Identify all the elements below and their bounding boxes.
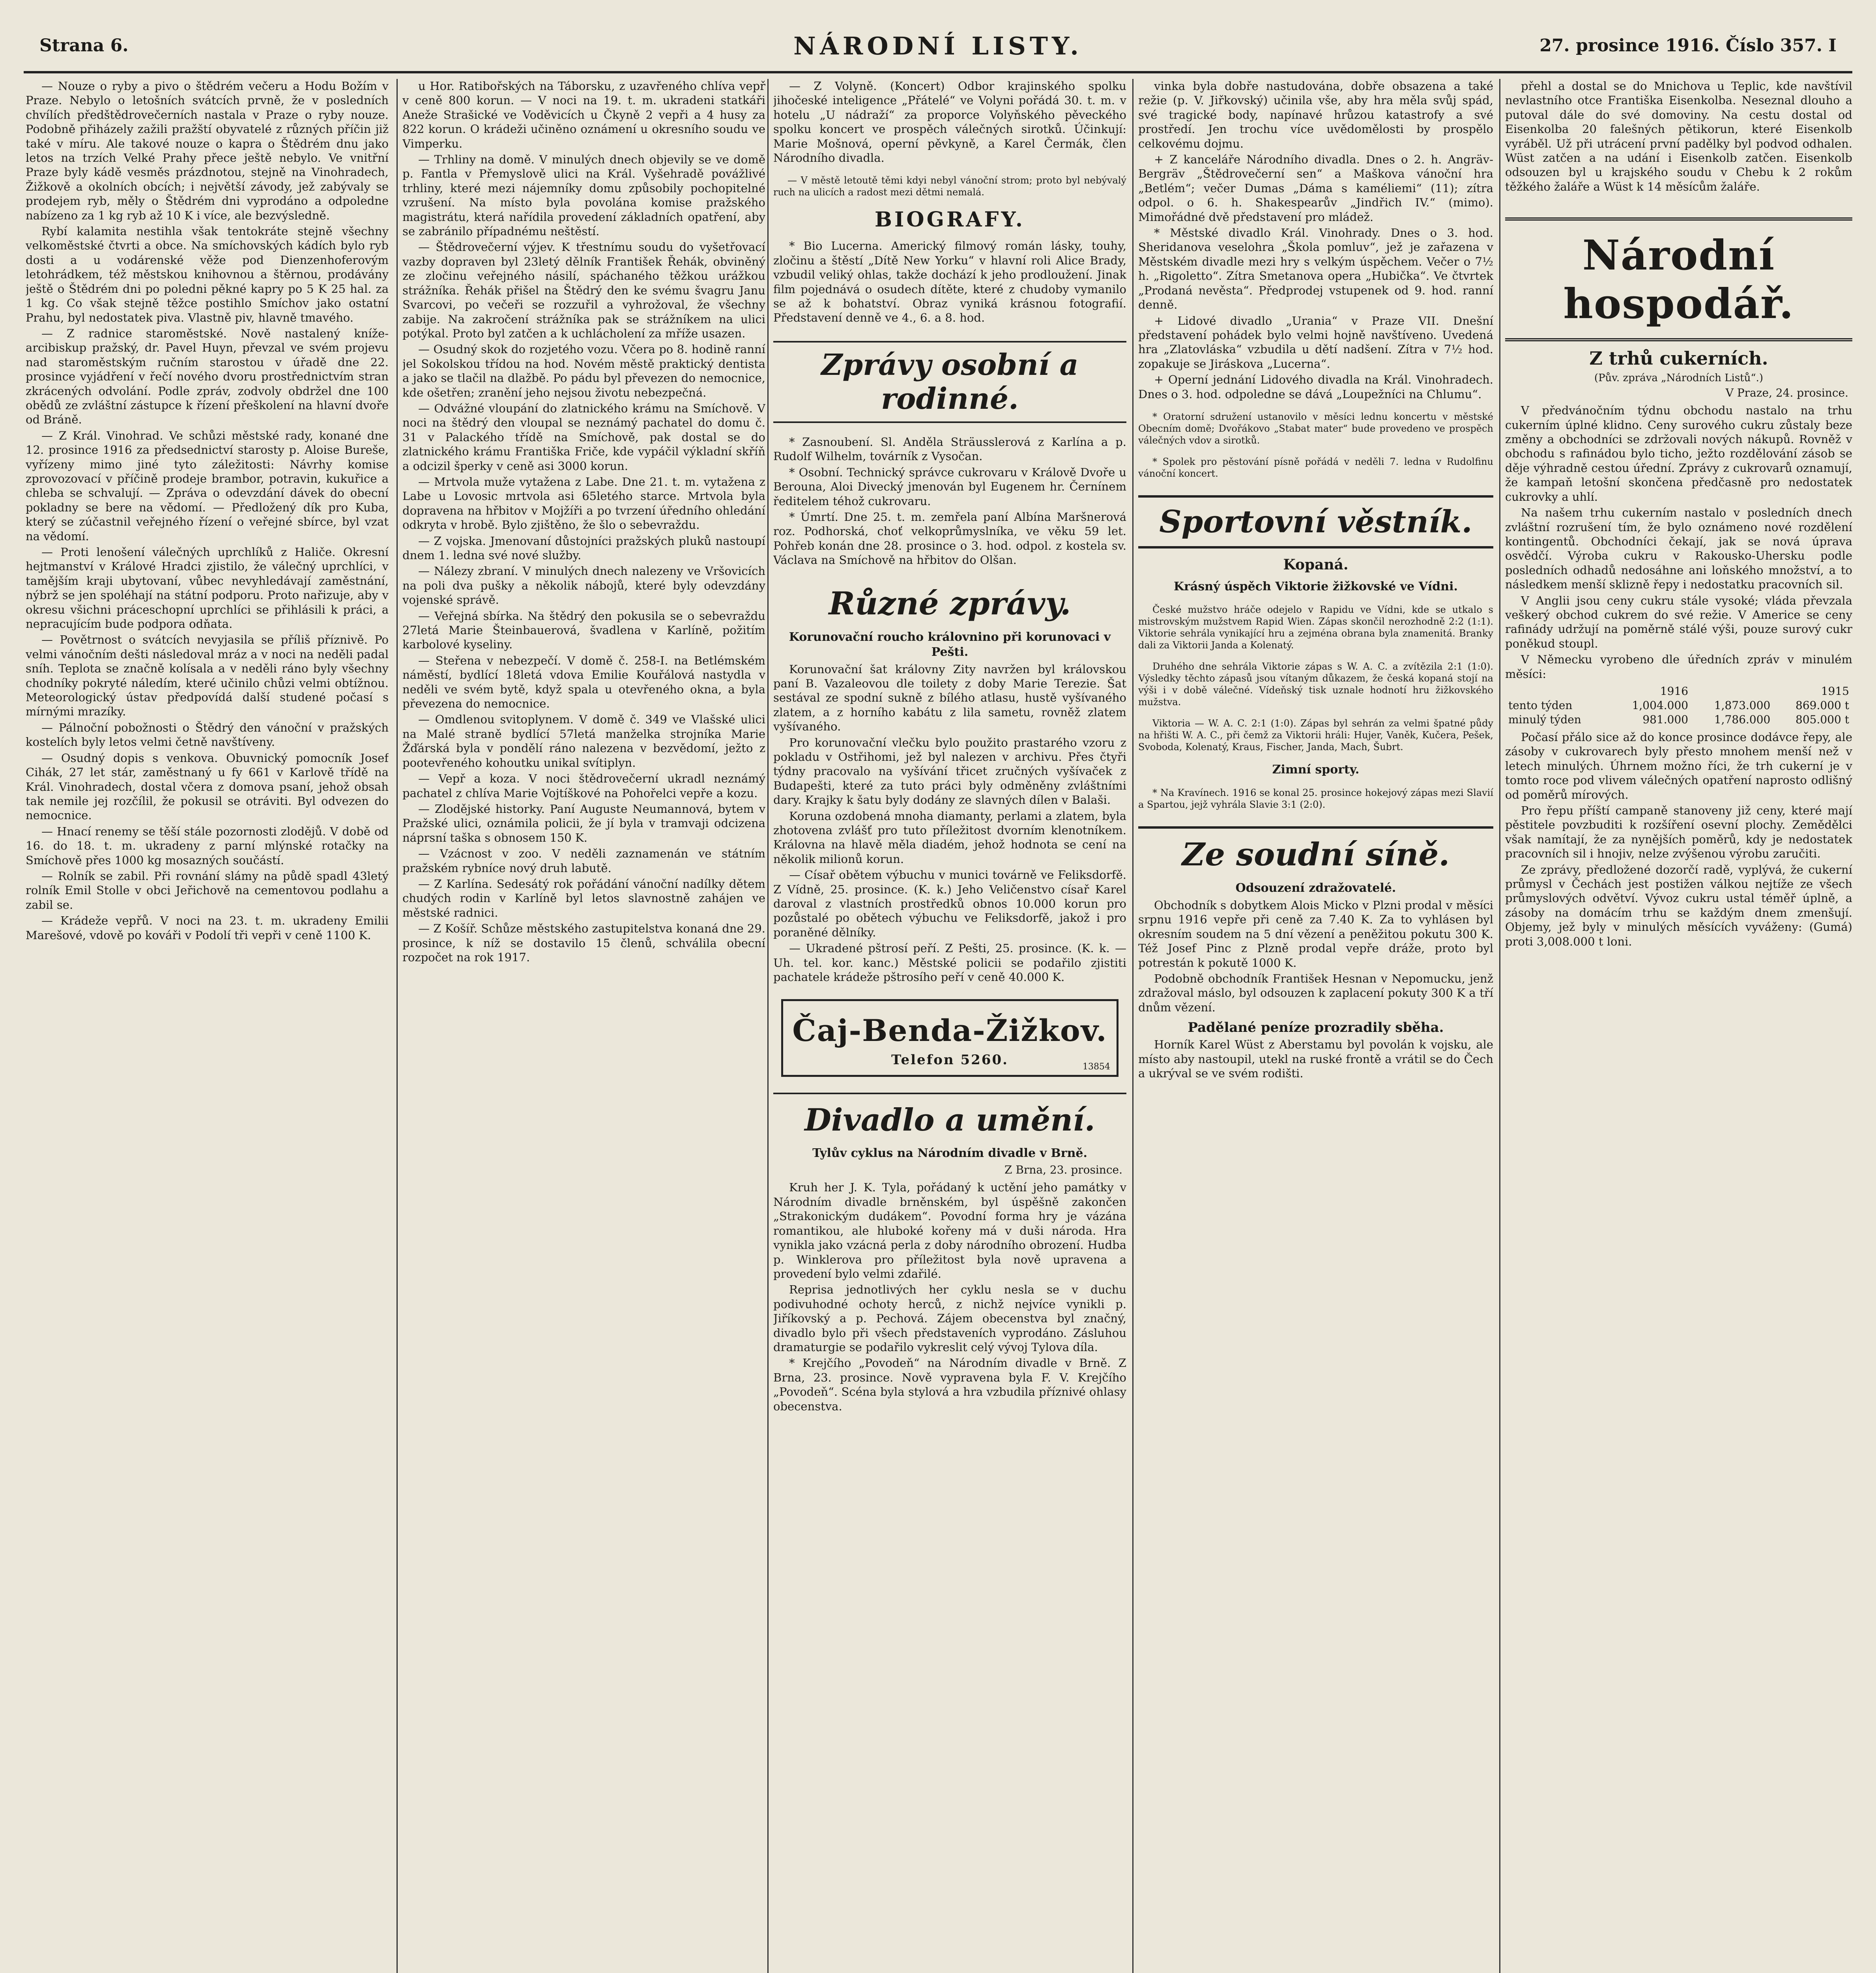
table-cell: minulý týden (1508, 713, 1581, 726)
article-subheading: Korunovační roucho královnino při korunovaci v Pešti. (789, 630, 1111, 659)
article-paragraph: * Na Kravínech. 1916 se konal 25. prosince hokejový zápas mezi Slavií a Spartou, jejž vyhrála Slavie 3:1 (2:0). (1138, 787, 1493, 810)
page-number: Strana 6. (39, 36, 129, 56)
article-source: (Pův. zpráva „Národních Listů“.) (1594, 372, 1764, 384)
table-cell (1691, 684, 1773, 698)
section-heading-economy: Národní hospodář. (1505, 217, 1852, 341)
article-paragraph: Obchodník s dobytkem Alois Micko v Plzni prodal v měsíci srpnu 1916 vepře při ceně za 7.40 K. Za to vyhlásen byl okresním soudem na 5 dní vězení a peněžitou pokutu 300 K. Též Josef Pinc z Plzně prodal vepře dráže, proto byl potrestán k pokutě 1000 K. (1138, 898, 1493, 970)
section-heading-biografy: BIOGRAFY. (875, 208, 1025, 232)
article-paragraph: Podobně obchodník František Hesnan v Nepomucku, jenž zdražoval máslo, byl odsouzen k zaplacení pokuty 300 K a tří dnům vězení. (1138, 972, 1493, 1014)
article-paragraph: — Omdlenou svitoplynem. V domě č. 349 ve Vlašské ulici na Malé straně bydlící 57letá manželka strojníka Marie Žďárská byla v pondělí ráno nalezena v bezvědomí, ježto z pootevřeného kohoutku unikal svítiplyn. (402, 713, 765, 769)
article-paragraph: — Hnací renemy se těší stále pozornosti zlodějů. V době od 16. do 18. t. m. ukradeny z parní mlýnské rotačky na Smíchově přes 1000 kg mosazných součástí. (26, 824, 389, 867)
article-paragraph: — Zlodějské historky. Paní Auguste Neumannová, bytem v Pražské ulici, oznámila policii, že jí byla v tramvaji odcizena náprsní taška s obnosem 150 K. (402, 802, 765, 844)
ad-title: Čaj-Benda-Žižkov. (792, 1013, 1107, 1048)
article-paragraph: — Mrtvola muže vytažena z Labe. Dne 21. t. m. vytažena z Labe u Lovosic mrtvola asi 65letého starce. Mrtvola byla dopravena na hřbitov v Mojžíři a po tvrzení úředního ohledání odkryta v hrobě. Bylo zjištěno, že šlo o sebevraždu. (402, 475, 765, 532)
article-paragraph: Koruna ozdobená mnoha diamanty, perlami a zlatem, byla zhotovena zvlášť pro tuto příležitost dvorním klenotníkem. Královna na hlavě měla diadém, jehož hodnota se cení na několik milionů korun. (773, 809, 1126, 866)
table-cell: 1,873.000 (1714, 698, 1771, 712)
article-paragraph: Pro korunovační vlečku bylo použito prastarého vzoru z pokladu v Ostřihomi, jež byl nalezen v archivu. Přes čtyři týdny pracovalo na vyšívání třicet zručných vyšívaček z Budapešti, které za tuto práci byly odměněny zvláštními dary. Krajky k šatu byly dodány ze slavných dílen v Balaši. (773, 736, 1126, 807)
article-paragraph: Druhého dne sehrála Viktorie zápas s W. A. C. a zvítězila 2:1 (1:0). Výsledky těchto zápasů jsou vítaným důkazem, že česká kopaná stojí na výši i v době válečné. Vídeňský tisk uznale hodnotí hru žižkovského mužstva. (1138, 661, 1493, 708)
masthead-title: NÁRODNÍ LISTY. (793, 32, 1083, 60)
article-paragraph: Horník Karel Wüst z Aberstamu byl povolán k vojsku, ale místo aby nastoupil, utekl na ruské frontě a vrátil se do Čech a ukrýval se ve svém rodišti. (1138, 1038, 1493, 1080)
ad-telephone: Telefon 5260. (891, 1052, 1008, 1068)
article-paragraph: — Proti lenošení válečných uprchlíků z Haliče. Okresní hejtmanství v Králové Hradci zjistilo, že válečný uprchlíci, v tamějším kraji ubytovaní, vůbec nevyhledávají zaměstnání, nýbrž se jen spoléhají na státní podporu. Proto nařizuje, aby v okresu všichni práceschopní uprchlíci se přihlásili k práci, a nepracujícím bude podpora odňata. (26, 545, 389, 631)
table-cell: 869.000 t (1796, 698, 1849, 712)
column-rule (1132, 79, 1133, 1973)
article-paragraph: — Nouze o ryby a pivo o štědrém večeru a Hodu Božím v Praze. Nebylo o letošních svátcích prvně, že v posledních chvílích předštědrovečerních nastala v Praze o ryby nouze. Podobně přiházely zažili pražští obyvatelé z různých příčin již také v míru. Ale takové nouze o kapra o Štědrém dnu jako letos na trzích Velké Prahy přece ještě nebylo. Ve vnitřní Praze byly kádě vesměs prázdnotou, stejně na Vinohradech, Žižkově a okolních obcích; i největší závody, jež zabývaly se prodejem ryb, měly o Štědrém dni vyprodáno a odpoledne nabízeno za 1 kg ryb až 10 K i více, ale bezvýsledně. (26, 79, 389, 222)
article-paragraph: — Krádeže vepřů. V noci na 23. t. m. ukradeny Emilii Marešové, vdově po kováři v Podolí tři vepři v ceně 1100 K. (26, 914, 389, 942)
article-paragraph: přehl a dostal se do Mnichova u Teplic, kde navštívil nevlastního otce Františka Eisenkolba. Neseznal dlouho a putoval dále do své domoviny. Na cestu dostal od Eisenkolba 20 falešných pětikorun, které Eisenkolb vyráběl. Už při utrácení první padělky byl podvod odhalen. Wüst zatčen a na udání i Eisenkolb zatčen. Eisenkolb odsouzen byl u krajského soudu v Chebu k 2 rokům těžkého žaláře a Wüst k 14 měsícům žaláře. (1505, 79, 1852, 193)
article-paragraph: Reprisa jednotlivých her cyklu nesla se v duchu podivuhodné ochoty herců, z nichž nejvíce vynikli p. Jiříkovský a p. Pechová. Zájem obecenstva byl značný, divadlo bylo při všech představeních vyprodáno. Zásluhou dramaturgie se podařilo vykreslit celý vývoj Tylova díla. (773, 1283, 1126, 1354)
sugar-statistics-table (1505, 684, 1852, 727)
section-heading-sports: Sportovní věstník. (1138, 495, 1493, 548)
article-paragraph: + Lidové divadlo „Urania“ v Praze VII. Dnešní představení pohádek bylo velmi hojně navštíveno. Uvedená hra „Zlatovláska“ vzbudila u dětí nadšení. Zítra v 7½ hod. zopakuje se Jiráskova „Lucerna“. (1138, 314, 1493, 371)
article-paragraph: — Osudný skok do rozjetého vozu. Včera po 8. hodině ranní jel Sokolskou třídou na hod. Novém městě praktický dentista a jako se tlačil na dlažbě. Po pádu byl převezen do nemocnice, kde ošetřen; zranění jeho nejsou životu nebezpečná. (402, 343, 765, 399)
table-row (1505, 713, 1852, 727)
column-1 (26, 79, 389, 1973)
column-4 (1138, 79, 1493, 1973)
article-subheading: Odsouzení zdražovatelé. (1235, 881, 1396, 895)
article-paragraph: Kruh her J. K. Tyla, pořádaný k uctění jeho památky v Národním divadle brněnském, byl úspěšně zakončen „Strakonickým dudákem“. Povodní forma hry je vázána romantikou, ale hluboké kořeny má v duši národa. Hra vynikla jako vzácná perla z doby národního obrození. Hudba p. Winklerova pro příležitost byla nově upravena a provedení bylo velmi zdařilé. (773, 1181, 1126, 1280)
article-paragraph: — Odvážné vloupání do zlatnického krámu na Smíchově. V noci na štědrý den vloupal se neznámý pachatel do domu č. 31 v Palackého třídě na Smíchově, pak dostal se do zlatnického krámu Františka Friče, kde vypáčil výkladní skříň a odcizil šperky v ceně asi 3000 korun. (402, 401, 765, 473)
article-paragraph: — Rolník se zabil. Při rovnání slámy na půdě spadl 43letý rolník Emil Stolle v obci Jeřichově na cementovou podlahu a zabil se. (26, 869, 389, 912)
table-cell: 1,786.000 (1714, 713, 1771, 726)
article-paragraph: — Vepř a koza. V noci štědrovečerní ukradl neznámý pachatel z chlíva Marie Vojtíškové na Pohořelci vepře a kozu. (402, 772, 765, 800)
article-paragraph: + Z kanceláře Národního divadla. Dnes o 2. h. Angräv-Bergräv „Štědrovečerní sen“ a Maškova vánoční hra „Betlém“; večer Dumas „Dáma s kaméliemi“ (11); zítra odpol. o 6. h. Shakespearův „Jindřich IV.“ (mimo). Mimořádné dvě představení pro mládež. (1138, 153, 1493, 224)
article-paragraph: — Z Košíř. Schůze městského zastupitelstva konaná dne 29. prosince, k níž se dostavilo 15 členů, schválila obecní rozpočet na rok 1917. (402, 922, 765, 964)
table-cell: 1915 (1821, 684, 1849, 698)
article-paragraph: * Zasnoubení. Sl. Anděla Sträusslerová z Karlína a p. Rudolf Wilhelm, továrník z Vysočan. (773, 435, 1126, 463)
article-paragraph: * Bio Lucerna. Americký filmový román lásky, touhy, zločinu a štěstí „Dítě New Yorku“ v hlavní roli Alice Brady, vzbudil veliký ohlas, takže dochází k jeho prodloužení. Jinak film pojednává o osudech dítěte, které z chudoby vymanilo se až k bohatství. Obraz vyniká krásnou fotografií. Představení denně ve 4., 6. a 8. hod. (773, 239, 1126, 325)
article-paragraph: — Štědrovečerní výjev. K třestnímu soudu do vyšetřovací vazby dopraven byl 23letý dělník František Řehák, obviněný ze zločinu veřejného násilí, spáchaného těžkou urážkou strážníka. Řehák přišel na Štědrý den ke svému švagru Janu Svarcovi, po večeři se rozzuřil a vyhrožoval, že všechny zabije. Na zakročení strážníka pak se strážníkem na ulici potýkal. Proto byl zatčen a k uchlácholení za mříže usazen. (402, 240, 765, 340)
article-paragraph: Viktoria — W. A. C. 2:1 (1:0). Zápas byl sehrán za velmi špatné půdy na hřišti W. A. C., při čemž za Viktorii hráli: Hujer, Vaněk, Kučera, Pešek, Svoboda, Kolenatý, Kraus, Fischer, Janda, Mach, Šubrt. (1138, 717, 1493, 753)
column-rule (767, 79, 769, 1973)
article-paragraph: * Osobní. Technický správce cukrovaru v Králově Dvoře u Berouna, Aloi Divecký jmenován byl Eugenem hr. Černínem ředitelem téhož cukrovaru. (773, 465, 1126, 508)
article-subheading: Tylův cyklus na Národním divadle v Brně. (812, 1146, 1087, 1161)
article-paragraph: + Operní jednání Lidového divadla na Král. Vinohradech. Dnes o 3. hod. odpoledne se dává „Loupežníci na Chlumu“. (1138, 373, 1493, 401)
section-heading-court: Ze soudní síně. (1138, 826, 1493, 873)
article-paragraph: Na našem trhu cukerním nastalo v posledních dnech zvláštní rozrušení tím, že bylo oznámeno nové rozdělení kontingentů. Obchodníci čekají, jak se nová úprava osvědčí. Výroba cukru v Rakousko-Uhersku podle posledních odhadů nedosáhne ani loňského množství, a to následkem menší sklizně řepy i nedostatku pracovních sil. (1505, 506, 1852, 592)
article-paragraph: — Trhliny na domě. V minulých dnech objevily se ve domě p. Fantla v Přemyslově ulici na Král. Vyšehradě povážlivé trhliny, které mezi nájemníky domu způsobily pochopitelné vzrušení. Na místo byla povolána komise pražského magistrátu, která nařídila provedení základních opatření, aby se zabránilo případnému neštěstí. (402, 153, 765, 238)
article-paragraph: — Osudný dopis s venkova. Obuvnický pomocník Josef Cihák, 27 let stár, zaměstnaný u fy 661 v Karlově třídě na Král. Vinohradech, dostal včera z domova psaní, jehož obsah tak nemile jej rozčílil, že pokusil se otráviti. Byl odvezen do nemocnice. (26, 751, 389, 822)
article-paragraph: — Vzácnost v zoo. V neděli zaznamenán ve státním pražském rybníce nový druh labutě. (402, 847, 765, 875)
dateline: V Praze, 24. prosince. (1725, 386, 1848, 400)
dateline: Z Brna, 23. prosince. (1004, 1163, 1122, 1177)
article-paragraph: * Městské divadlo Král. Vinohrady. Dnes o 3. hod. Sheridanova veselohra „Škola pomluv“, jež je zařazena v Městském divadle mezi hry s velkým úspěchem. Večer o 7½ h. „Rigoletto“. Zítra Smetanova opera „Hubička“. Ve čtvrtek „Prodaná nevěsta“. Předprodej vstupenek od 9. hod. ranní denně. (1138, 226, 1493, 312)
article-paragraph: — Z Volyně. (Koncert) Odbor krajinského spolku jihočeské inteligence „Přátelé“ ve Volyni pořádá 30. t. m. v hotelu „U nádraží“ za proporce Volyňského pěveckého spolku koncert ve prospěch válečných sirotků. Účinkují: Marie Mošnová, operní pěvkyně, a Karel Čermák, člen Národního divadla. (773, 79, 1126, 165)
table-row (1505, 698, 1852, 713)
article-paragraph: — V městě letoutě těmi kdyi nebyl vánoční strom; proto byl nebývalý ruch na ulicích a radost mezi dětmi nemalá. (773, 175, 1126, 198)
article-paragraph: — Z radnice staroměstské. Nově nastalený kníže-arcibiskup pražský, dr. Pavel Huyn, převzal ve svém projevu nad staroměstským ručním starostou v úřadě dne 22. prosince vyjádření v řečí nového dvoru prostřednictvím stran zkrácených odvolání. Podle zpráv, zodvoly obdržel dne 100 obědů ze zvláštní zástupce k řízení přeškolení na hlavní dvoře od Bráně. (26, 326, 389, 427)
article-paragraph: — Z Karlína. Sedesátý rok pořádání vánoční nadílky dětem chudých rodin v Karlíně byl letos slavnostně zahájen ve městské radnici. (402, 877, 765, 919)
column-2 (402, 79, 765, 1973)
section-heading-theatre: Divadlo a umění. (773, 1093, 1126, 1138)
article-paragraph: Rybí kalamita nestihla však tentokráte stejně všechny velkoměstské čtvrti a obce. Na smíchovských kádích bylo ryb dosti a u vodárenské věže pod Dienzenhoferovým letohrádkem, též městskou knihovnou a štěrnou, prodávány ještě o Štědrém dni po poledni pěkné kapry po 5 K 25 hal. za 1 kg. Co však stejně těžce postihlo Smíchov jako ostatní Prahu, byl nedostatek piva. Vlastně piv, hlavně tmavého. (26, 225, 389, 324)
article-paragraph: — Z Král. Vinohrad. Ve schůzi městské rady, konané dne 12. prosince 1916 za předsednictví starosty p. Aloise Bureše, vyřízeny mimo jiné tyto záležitosti: Návrhy komise zprovozovací v příčině prodeje brambor, potravin, kukuřice a chleba se schvalují. — Zpráva o odevzdání dávek do obecní pokladny se bere na vědomí. — Předložený dík pro Kuba, který se zúčastnil veřejného řízení o veřejné sbírce, byl vzat na vědomí. (26, 429, 389, 543)
article-paragraph: Korunovační šat královny Zity navržen byl královskou paní B. Vazaleovou dle toilety z doby Marie Terezie. Šat sestával ze spodní sukně z bílého atlasu, hustě vyšívaného zlatem, a z horního kabátu z lila sametu, rovněž zlatem vyšívaného. (773, 662, 1126, 734)
article-paragraph: — Veřejná sbírka. Na štědrý den pokusila se o sebevraždu 27letá Marie Šteinbauerová, švadlena v Karlíně, požitím karbolové kyseliny. (402, 609, 765, 651)
tea-advertisement (781, 999, 1118, 1077)
table-cell: 1,004.000 (1632, 698, 1689, 712)
article-paragraph: * Spolek pro pěstování písně pořádá v neděli 7. ledna v Rudolfinu vánoční koncert. (1138, 456, 1493, 479)
article-paragraph: Pro řepu příští campaně stanoveny již ceny, které mají pěstitele povzbuditi k rozšíření osevní plochy. Zemědělci však namítají, že za nynějších poměrů, kdy je nedostatek pracovních sil i hnojiv, nelze zvýšenou výrobu zaručiti. (1505, 804, 1852, 861)
article-subheading: Padělané peníze prozradily sběha. (1188, 1020, 1444, 1036)
column-3 (773, 79, 1126, 1973)
column-rule (1499, 79, 1500, 1973)
article-paragraph: V Německu vyrobeno dle úředních zpráv v minulém měsíci: (1505, 653, 1852, 681)
article-paragraph: u Hor. Ratibořských na Táborsku, z uzavřeného chlíva vepř v ceně 800 korun. — V noci na 19. t. m. ukradeni statkáři Aneže Strašické ve Voděvicích u Čkyně 2 vepři a 4 husy za 822 korun. O krádeži učiněno oznámení u okresního soudu ve Vimperku. (402, 79, 765, 150)
article-subheading: Zimní sporty. (1272, 762, 1360, 777)
table-cell: 981.000 (1642, 713, 1689, 726)
table-cell: tento týden (1508, 698, 1573, 712)
table-row (1505, 684, 1852, 698)
article-paragraph: — Pálnoční pobožnosti o Štědrý den vánoční v pražských kostelích byly letos velmi četně navštíveny. (26, 721, 389, 749)
issue-date: 27. prosince 1916. Číslo 357. I (1539, 36, 1837, 56)
article-paragraph: * Úmrtí. Dne 25. t. m. zemřela paní Albína Maršnerová roz. Podhorská, choť velkoprůmyslníka, ve věku 59 let. Pohřeb konán dne 28. prosince o 3. hod. odpol. z kostela sv. Václava na Smíchově na hřbitov do Olšan. (773, 510, 1126, 567)
column-rule (397, 79, 398, 1973)
article-paragraph: — Ukradené pštrosí peří. Z Pešti, 25. prosince. (K. k. — Uh. tel. kor. kanc.) Městské policii se podařilo zjistiti pachatele krádeže pštrosího peří v ceně 40.000 K. (773, 942, 1126, 984)
section-heading-various-news: Různé zprávy. (829, 584, 1071, 622)
table-cell (1505, 684, 1609, 698)
article-paragraph: — Z vojska. Jmenovaní důstojníci pražských pluků nastoupí dnem 1. ledna své nové služby. (402, 534, 765, 562)
page-header (24, 24, 1852, 73)
section-heading-personal-news: Zprávy osobní a rodinné. (773, 341, 1126, 423)
article-subheading: Krásný úspěch Viktorie žižkovské ve Vídni. (1174, 579, 1458, 593)
article-paragraph: V Anglii jsou ceny cukru stále vysoké; vláda převzala veškerý obchod cukrem do své režie. V Americe se ceny rafinády udržují na poměrně stálé výši, pouze surový cukr poněkud stoupl. (1505, 593, 1852, 650)
article-paragraph: * Krejčího „Povodeň“ na Národním divadle v Brně. Z Brna, 23. prosince. Nově vypravena byla F. V. Krejčího „Povodeň“. Scéna byla stylová a hra vzbudila příznivé ohlasy obecenstva. (773, 1356, 1126, 1413)
article-paragraph: Počasí přálo sice až do konce prosince dodávce řepy, ale zásoby v cukrovarech byly přesto mnohem menší než v letech minulých. Úhrnem možno říci, že trh cukerní je v tomto roce pod vlivem válečných opatření naprosto odlišný od poměrů mírových. (1505, 730, 1852, 801)
column-5 (1505, 79, 1852, 1973)
article-paragraph: — Císař obětem výbuchu v munici továrně ve Feliksdorfě. Z Vídně, 25. prosince. (K. k.) Jeho Veličenstvo císař Karel daroval z vlastních prostředků obnos 10.000 korun pro pozůstalé po obětech výbuchu ve Feliksdorfě, jakož i pro poraněné dělníky. (773, 868, 1126, 939)
table-cell: 1916 (1660, 684, 1689, 698)
article-paragraph: — Povětrnost o svátcích nevyjasila se příliš příznivě. Po velmi vánočním dešti následoval mráz a v noci na neděli padal sníh. Teplota se značně kolísala a v neděli ráno byly všechny chodníky pokryté náledím, které učinilo chůzi velmi obtížnou. Meteorologický ústav předpovídá další studené počasí s mírnými mrazíky. (26, 633, 389, 719)
table-cell: 805.000 t (1796, 713, 1849, 726)
article-subheading: Kopaná. (1283, 556, 1349, 573)
article-paragraph: * Oratorní sdružení ustanovilo v měsíci lednu koncertu v městské Obecním domě; Dvořákovo „Stabat mater“ bude provedeno ve prospěch válečných vdov a sirotků. (1138, 411, 1493, 446)
article-paragraph: vinka byla dobře nastudována, dobře obsazena a také režie (p. V. Jiřkovský) učinila vše, aby hra měla svůj spád, své tragické body, napínavé hrůzou katastrofy a své prostředí. Jen trochu více uvědomělosti by prospělo celkovému dojmu. (1138, 79, 1493, 150)
article-paragraph: České mužstvo hráče odejelo v Rapidu ve Vídni, kde se utkalo s mistrovským mužstvem Rapid Wien. Zápas skončil nerozhodně 2:2 (1:1). Viktorie sehrála vynikající hru a zejména obrana byla znamenitá. Branky dali za Viktorii Janda a Kolenatý. (1138, 604, 1493, 651)
ad-number: 13854 (1083, 1062, 1110, 1072)
article-paragraph: — Steřena v nebezpečí. V domě č. 258-I. na Betlémském náměstí, bydlící 18letá vdova Emilie Kouřálová nastydla v neděli ve svém bytě, když spala u otevřeného okna, a byla převezena do nemocnice. (402, 653, 765, 711)
article-subheading: Z trhů cukerních. (1589, 348, 1768, 369)
article-paragraph: — Nálezy zbraní. V minulých dnech nalezeny ve Vršovicích na poli dva pušky a několik nábojů, které byly odevzdány vojenské správě. (402, 564, 765, 607)
article-paragraph: V předvánočním týdnu obchodu nastalo na trhu cukerním úplné klidno. Ceny surového cukru zůstaly beze změny a obchodníci se zdržovali nových nákupů. Rovněž v obchodu s rafinádou bylo ticho, ježto rozdělování zásob se děje výhradně cestou úřední. Zprávy z cukrovarů oznamují, že kampaň letošní skončena předčasně pro nedostatek cukrovky a uhlí. (1505, 404, 1852, 504)
article-paragraph: Ze zprávy, předložené dozorčí radě, vyplývá, že cukerní průmysl v Čechách jest postižen válkou nejtíže ze všech průmyslových odvětví. Vývoz cukru ustal téměř úplně, a zásoby na domácím trhu se každým dnem zmenšují. Objemy, jež byly v minulých měsících vyváženy: (Gumá) proti 3,008.000 t loni. (1505, 863, 1852, 948)
